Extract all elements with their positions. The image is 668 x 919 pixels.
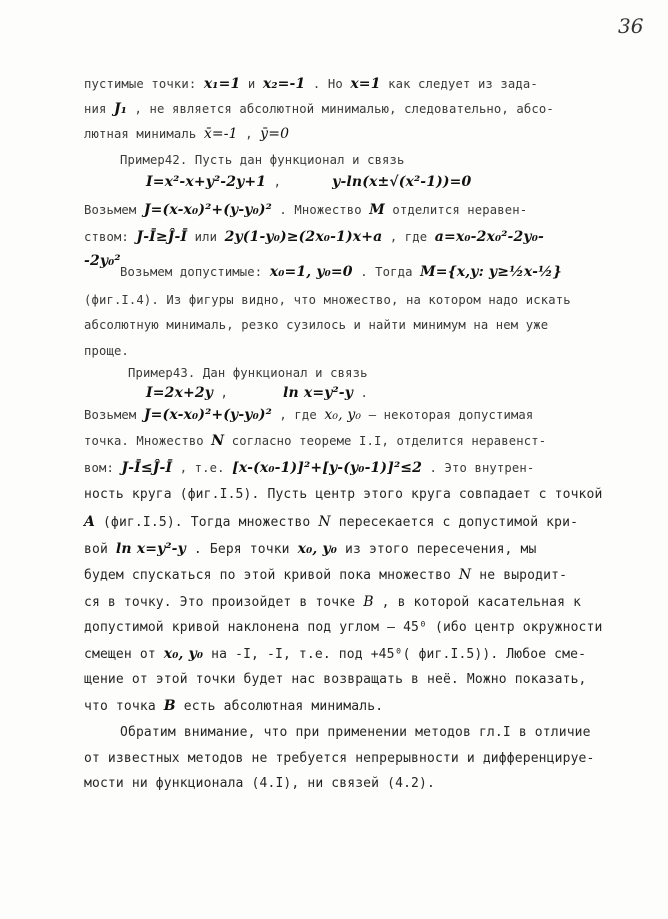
text-segment: Возьмем — [84, 408, 144, 422]
text-segment: пересекается с допустимой кри- — [338, 515, 579, 530]
text-segment: , — [245, 127, 261, 141]
formula: N — [458, 567, 472, 583]
text-line-11 — [84, 318, 548, 332]
formula: B — [163, 698, 176, 714]
text-segment: . Множество — [279, 203, 370, 217]
text-line-8 — [84, 253, 121, 269]
text-segment: лютная минималь — [84, 127, 204, 141]
formula: N — [318, 514, 331, 530]
formula: J₁ — [113, 101, 128, 117]
text-segment: , т.е. — [179, 461, 233, 475]
text-segment: отделится неравен- — [392, 203, 528, 217]
example-43-heading — [128, 366, 368, 380]
formula: I=x²-x+y²-2y+1 — [146, 174, 267, 190]
formula-line-43 — [146, 385, 368, 401]
text-segment: от известных методов не требуется непрерывности и дифференцируе- — [84, 751, 595, 766]
text-segment: не выродит- — [479, 568, 568, 583]
text-line-24 — [84, 646, 586, 662]
text-segment: на -I, -I, т.е. под +45⁰( фиг.I.5)). Любое сме- — [211, 647, 587, 662]
text-line-3 — [84, 126, 289, 142]
formula: ln x=y²-y — [283, 385, 354, 401]
formula: M — [369, 202, 385, 218]
text-segment: согласно теореме I.I, отделится неравенст- — [231, 434, 547, 448]
text-segment: . Тогда — [360, 265, 421, 279]
text-line-9 — [120, 264, 562, 280]
text-segment: Пример43. Дан функционал и связь — [128, 366, 368, 380]
text-line-29 — [84, 776, 435, 791]
text-segment: Возьмем — [84, 203, 144, 217]
text-segment: смещен от — [84, 647, 164, 662]
text-segment: . Это внутрен- — [429, 461, 535, 475]
formula: J-Ī≥Ĵ-Ī — [136, 229, 188, 245]
formula: x₂=-1 — [262, 76, 306, 92]
text-segment: ность круга (фиг.I.5). Пусть центр этого круга совпадает с точкой — [84, 487, 603, 502]
formula: J-Ī≤Ĵ-Ī — [121, 460, 173, 476]
text-segment: ся в точку. Это произойдет в точке — [84, 595, 364, 610]
formula: x=1 — [350, 76, 381, 92]
text-segment: абсолютную минималь, резко сузилось и найти минимум на нем уже — [84, 318, 549, 332]
text-segment: щение от этой точки будет нас возвращать в неё. Можно показать, — [84, 672, 587, 687]
formula: J=(x-x₀)²+(y-y₀)² — [143, 202, 272, 218]
text-segment: из этого пересечения, мы — [345, 542, 537, 557]
text-segment: вой — [84, 542, 116, 557]
text-line-19 — [84, 514, 578, 530]
formula: x̄=-1 — [203, 126, 238, 142]
text-line-16 — [84, 433, 546, 449]
formula: J=(x-x₀)²+(y-y₀)² — [143, 407, 272, 423]
text-line-6 — [84, 202, 527, 218]
text-line-15 — [84, 407, 533, 423]
formula: I=2x+2y — [146, 385, 214, 401]
text-segment: есть абсолютная минималь. — [183, 699, 384, 714]
text-segment: (фиг.I.5). Тогда множество — [103, 515, 319, 530]
text-segment: (фиг.I.4). Из фигуры видно, что множество, на котором надо искать — [84, 293, 571, 307]
text-segment: . — [360, 386, 369, 400]
text-line-7 — [84, 229, 544, 245]
formula: 2y(1-y₀)≥(2x₀-1)x+a — [224, 229, 383, 245]
text-line-10 — [84, 293, 571, 307]
text-segment: как следует из зада- — [388, 77, 538, 91]
text-line-26 — [84, 698, 383, 714]
text-segment: , в которой касательная к — [381, 595, 582, 610]
text-line-28 — [84, 751, 595, 766]
text-segment: , — [220, 386, 236, 400]
text-segment: , — [273, 175, 289, 189]
text-line-25 — [84, 672, 587, 687]
text-line-21 — [84, 567, 567, 583]
formula-line-42 — [146, 174, 471, 190]
formula: x₀, y₀ — [297, 541, 338, 557]
text-segment: . Беря точки — [193, 542, 298, 557]
text-segment: вом: — [84, 461, 122, 475]
formula: a=x₀-2x₀²-2y₀- — [434, 229, 544, 245]
text-segment: , где — [389, 230, 435, 244]
text-segment: Обратим внимание, что при применении методов гл.I в отличие — [120, 725, 591, 740]
text-line-23 — [84, 620, 602, 635]
text-line-12 — [84, 344, 129, 358]
text-line-18 — [84, 487, 602, 502]
text-segment: что точка — [84, 699, 164, 714]
text-segment: Возьмем допустимые: — [120, 265, 270, 279]
formula: x₀, y₀ — [163, 646, 204, 662]
text-segment: – некоторая допустимая — [368, 408, 534, 422]
formula: N — [211, 433, 225, 449]
text-segment: будем спускаться по этой кривой пока множество — [84, 568, 459, 583]
text-segment: , где — [279, 408, 325, 422]
text-segment: ством: — [84, 230, 137, 244]
text-segment: допустимой кривой наклонена под углом – 45⁰ (ибо центр окружности — [84, 620, 603, 635]
text-line-27 — [120, 725, 591, 740]
text-segment: проще. — [84, 344, 129, 358]
text-segment: ния — [84, 102, 114, 116]
text-segment: точка. Множество — [84, 434, 212, 448]
formula: x₀, y₀ — [324, 407, 362, 423]
formula: x₀=1, y₀=0 — [269, 264, 353, 280]
text-segment: мости ни функционала (4.I), ни связей (4.2). — [84, 776, 435, 791]
text-line-2 — [84, 101, 554, 117]
formula: ln x=y²-y — [115, 541, 186, 557]
text-line-20 — [84, 541, 536, 557]
formula: x₁=1 — [203, 76, 241, 92]
text-line-22 — [84, 594, 581, 610]
text-segment: или — [194, 230, 225, 244]
text-segment: и — [247, 77, 263, 91]
text-segment: . Но — [312, 77, 351, 91]
formula: B — [363, 594, 374, 610]
formula: -2y₀² — [84, 253, 121, 269]
text-segment: пустимые точки: — [84, 77, 204, 91]
text-line-1 — [84, 76, 538, 92]
formula: A — [84, 514, 96, 530]
text-segment: Пример42. Пусть дан функционал и связь — [120, 153, 405, 167]
text-line-17 — [84, 460, 534, 476]
text-segment: , не является абсолютной минималью, следовательно, абсо- — [134, 102, 554, 116]
formula: ȳ=0 — [260, 126, 290, 142]
example-42-heading — [120, 153, 405, 167]
formula: [x-(x₀-1)]²+[y-(y₀-1)]²≤2 — [232, 460, 423, 476]
page-number: 36 — [618, 14, 644, 38]
formula: y-ln(x±√(x²-1))=0 — [332, 174, 472, 190]
formula: M={x,y: y≥½x-½} — [420, 264, 562, 280]
